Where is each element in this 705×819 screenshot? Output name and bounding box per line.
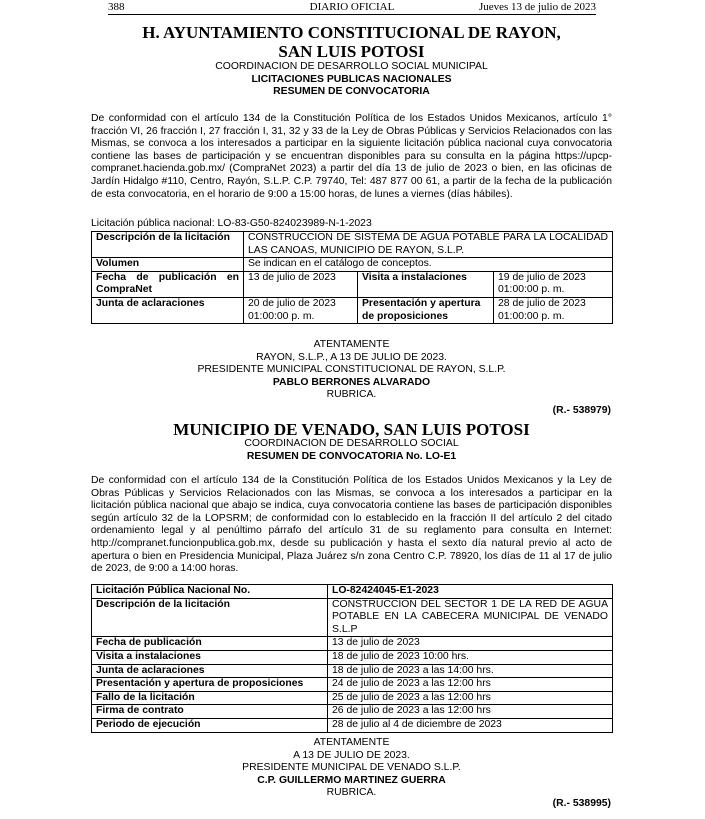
subtitle-resumen: RESUMEN DE CONVOCATORIA: [273, 86, 430, 98]
sign-name: PABLO BERRONES ALVARADO: [272, 376, 431, 388]
notice-rayon-table: [91, 231, 612, 324]
table-label: Junta de aclaraciones: [92, 664, 328, 678]
page-header: [108, 0, 596, 15]
table-label: Descripción de la licitación: [92, 598, 328, 637]
reference-number: (R.- 538995): [552, 798, 611, 809]
table-row: [92, 297, 613, 323]
sign-atentamente: ATENTAMENTE: [313, 737, 390, 748]
table-row: [92, 678, 613, 692]
reference-number: (R.- 538979): [552, 405, 611, 416]
table-label: Fallo de la licitación: [92, 691, 328, 705]
table-label: Presentación y apertura de proposiciones: [92, 678, 328, 692]
table-value: 13 de julio de 2023: [328, 637, 613, 651]
publication-name: DIARIO OFICIAL: [309, 1, 395, 13]
table-value: CONSTRUCCION DE SISTEMA DE AGUA POTABLE PARA LA LOCALIDAD LAS CANOAS, MUNICIPIO DE RAYON, S.L.P.: [244, 232, 613, 258]
notice-title-line2: SAN LUIS POTOSI: [278, 41, 425, 61]
notice-venado-body: De conformidad con el artículo 134 de la Constitución Política de los Estados Unidos Mexicanos y la Ley de Obras Públicas y Servicios Relacionados con las Mismas, se convoca a los interesados a participar en la licitación pública nacional que abajo se indica, cuya convocatoria contiene las bases de participación disponibles según artículo 32 de la LOPSRM; de conformidad con lo establecido en la fracción II del artículo 2 del citado ordenamiento legal y al penúltimo párrafo del artículo 31 de su reglamento para consulta en Internet: http://compranet.funcionpublica.gob.mx, desde su publicación y hasta el sexto día natural previo al acto de apertura o bien en Presidencia Municipal, Plaza Juárez s/n zona Centro C.P. 78920, los días de 11 al 17 de julio de 2023, de 9:00 a 14:00 horas.: [91, 475, 612, 575]
licitacion-number: Licitación pública nacional: LO-83-G50-824023989-N-1-2023: [91, 218, 372, 229]
table-value: LO-82424045-E1-2023: [328, 585, 613, 599]
table-label: Firma de contrato: [92, 705, 328, 719]
table-label: Visita a instalaciones: [358, 271, 494, 297]
notice-rayon-body: De conformidad con el artículo 134 de la Constitución Política de los Estados Unidos Mexicanos, artículo 1° fracción VI, 26 fracción I, 27 fracción I, 31, 32 y 33 de la Ley de Obras Públicas y Servicios Relacionados con las Mismas, se convoca a los interesados a participar en la siguiente licitación pública nacional cuya convocatoria contiene las bases de participación y se encuentran disponibles para su consulta en la página https://upcp-compranet.hacienda.gob.mx/ (CompraNet 2023) a partir del día 13 de julio de 2023 o bien, en las oficinas de Jardín Hidalgo #110, Centro, Rayón, S.L.P. C.P. 79740, Tel: 487 877 00 61, a partir de la fecha de la publicación de esta convocatoria, en el horario de 9:00 a 15:00 horas, de lunes a viernes (días hábiles).: [91, 113, 612, 200]
table-row: [92, 232, 613, 258]
table-label: Descripción de la licitación: [92, 232, 244, 258]
table-row: [92, 705, 613, 719]
table-row: [92, 650, 613, 664]
subtitle-licitaciones: LICITACIONES PUBLICAS NACIONALES: [251, 73, 452, 85]
table-value: 13 de julio de 2023: [244, 271, 358, 297]
notice-rayon-subtitles: [91, 61, 612, 99]
table-row: [92, 691, 613, 705]
table-label: Periodo de ejecución: [92, 718, 328, 732]
publication-date: Jueves 13 de julio de 2023: [478, 1, 596, 13]
table-row: [92, 585, 613, 599]
table-value: 18 de julio de 2023 a las 14:00 hrs.: [328, 664, 613, 678]
table-value: 18 de julio de 2023 10:00 hrs.: [328, 650, 613, 664]
table-label: Licitación Pública Nacional No.: [92, 585, 328, 599]
table-label: Presentación y apertura de proposiciones: [358, 297, 494, 323]
table-value: 19 de julio de 2023 01:00:00 p. m.: [494, 271, 613, 297]
sign-position: PRESIDENTE MUNICIPAL CONSTITUCIONAL DE RAYON, S.L.P.: [197, 364, 506, 376]
table-row: [92, 718, 613, 732]
table-label: Fecha de publicación en CompraNet: [92, 271, 244, 297]
notice-venado-subtitles: [91, 438, 612, 463]
sign-position: PRESIDENTE MUNICIPAL DE VENADO S.L.P.: [242, 762, 461, 774]
notice-venado-table: [91, 584, 612, 733]
notice-venado-title: MUNICIPIO DE VENADO, SAN LUIS POTOSI: [173, 420, 530, 439]
table-value: Se indican en el catálogo de conceptos.: [244, 258, 613, 272]
notice-title-line1: H. AYUNTAMIENTO CONSTITUCIONAL DE RAYON,: [142, 23, 561, 42]
table-value: 24 de julio de 2023 a las 12:00 hrs: [328, 678, 613, 692]
sign-place-date: A 13 DE JULIO DE 2023.: [293, 749, 410, 761]
table-value: 20 de julio de 2023 01:00:00 p. m.: [244, 297, 358, 323]
sign-rubrica: RUBRICA.: [326, 389, 377, 401]
table-row: [92, 664, 613, 678]
table-value: CONSTRUCCION DEL SECTOR 1 DE LA RED DE AGUA POTABLE EN LA CABECERA MUNICIPAL DE VENADO S.L.P: [328, 598, 613, 637]
table-row: [92, 637, 613, 651]
table-value: 25 de julio de 2023 a las 12:00 hrs: [328, 691, 613, 705]
table-row: [92, 271, 613, 297]
notice-rayon-signature: [91, 339, 612, 402]
subtitle-coordinacion: COORDINACION DE DESARROLLO SOCIAL: [244, 438, 459, 449]
table-value: 28 de julio al 4 de diciembre de 2023: [328, 718, 613, 732]
table-row: [92, 598, 613, 637]
table-row: [92, 258, 613, 272]
sign-place-date: RAYON, S.L.P., A 13 DE JULIO DE 2023.: [256, 351, 447, 363]
table-label: Fecha de publicación: [92, 637, 328, 651]
subtitle-resumen: RESUMEN DE CONVOCATORIA No. LO-E1: [246, 450, 457, 462]
notice-venado-signature: [91, 737, 612, 800]
table-label: Volumen: [92, 258, 244, 272]
table-label: Junta de aclaraciones: [92, 297, 244, 323]
subtitle-coordinacion: COORDINACION DE DESARROLLO SOCIAL MUNICIPAL: [215, 61, 488, 72]
sign-rubrica: RUBRICA.: [326, 787, 377, 799]
table-label: Visita a instalaciones: [92, 650, 328, 664]
sign-name: C.P. GUILLERMO MARTINEZ GUERRA: [257, 774, 446, 786]
table-value: 28 de julio de 2023 01:00:00 p. m.: [494, 297, 613, 323]
page-number: 388: [108, 1, 125, 13]
notice-rayon-title: [91, 24, 612, 61]
table-value: 26 de julio de 2023 a las 12:00 hrs: [328, 705, 613, 719]
sign-atentamente: ATENTAMENTE: [313, 339, 390, 350]
